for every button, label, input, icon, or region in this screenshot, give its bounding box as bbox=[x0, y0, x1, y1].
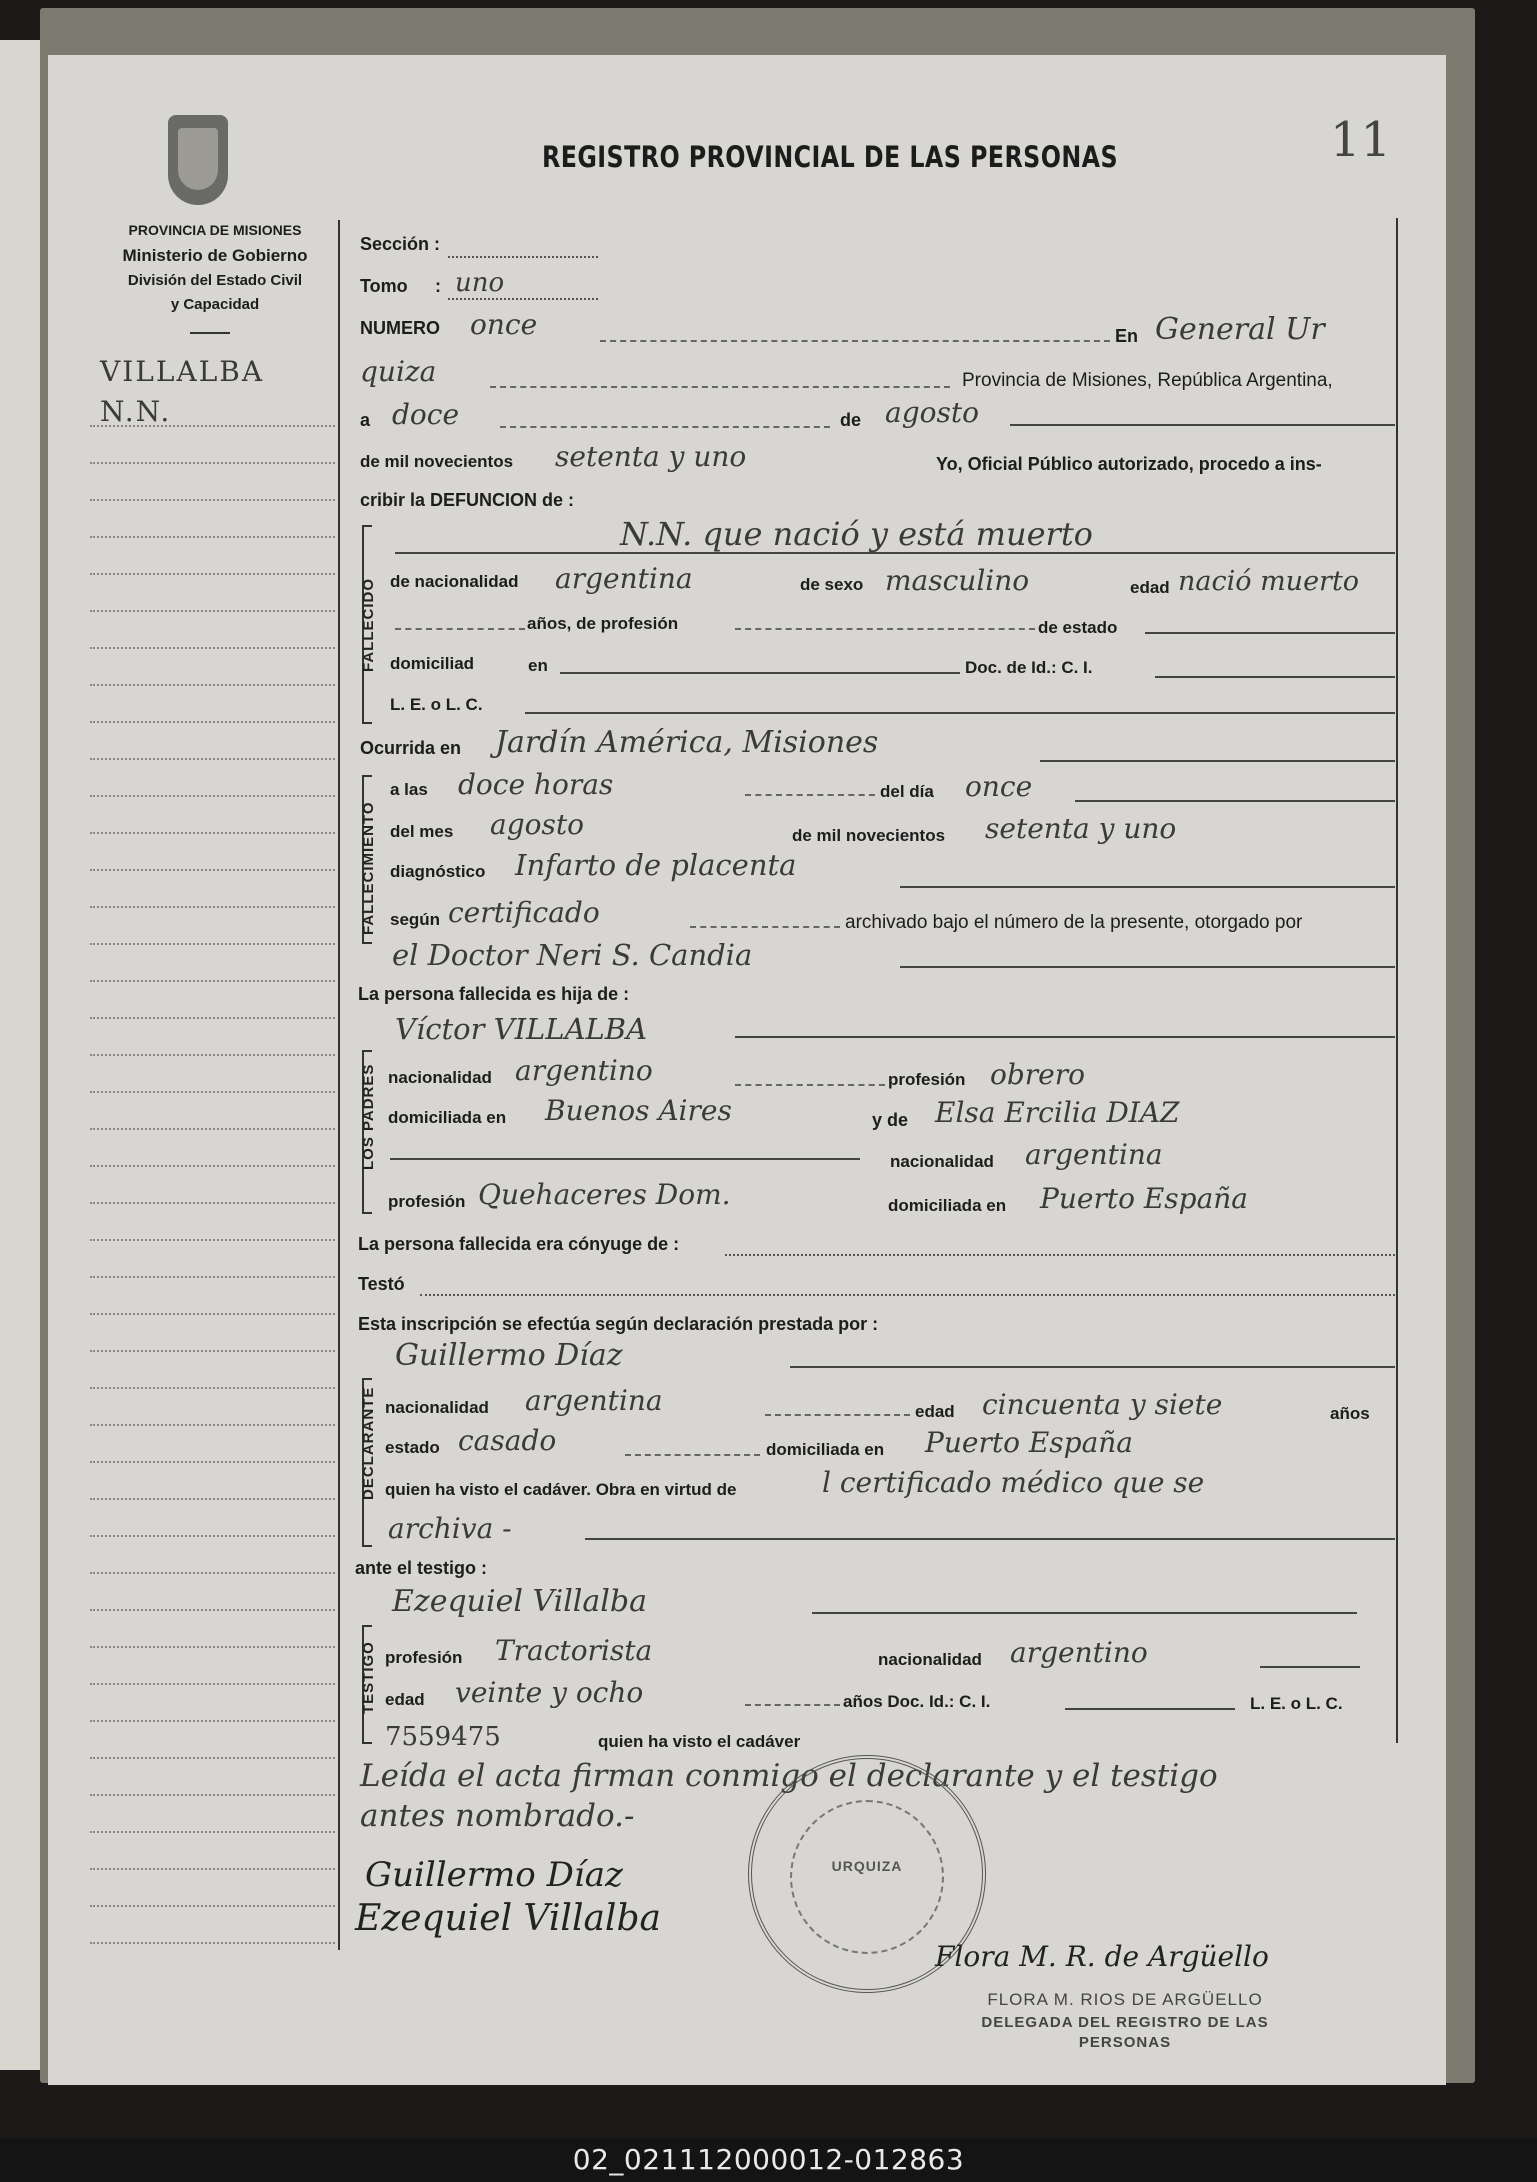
declarante-estado-rule bbox=[625, 1454, 760, 1456]
en-label: En bbox=[1115, 326, 1139, 346]
fallecido-nac-label: de nacionalidad bbox=[390, 572, 519, 591]
page-number: 11 bbox=[1330, 112, 1392, 168]
testigo-prof-label: profesión bbox=[385, 1648, 463, 1667]
cribir-text: cribir la DEFUNCION de : bbox=[360, 490, 575, 510]
declarante-nac-value: argentina bbox=[525, 1384, 663, 1417]
declarante-anios-label: años bbox=[1330, 1404, 1370, 1423]
padre-dom-value: Buenos Aires bbox=[545, 1094, 732, 1127]
testigo-edad-rule bbox=[745, 1704, 840, 1706]
padre-nac-label: nacionalidad bbox=[388, 1068, 492, 1087]
dia-rule bbox=[500, 426, 830, 428]
madre-name: Elsa Ercilia DIAZ bbox=[935, 1096, 1180, 1129]
declarante-obra2-value: archiva - bbox=[388, 1512, 512, 1545]
mes-rule bbox=[1010, 424, 1395, 426]
testigo-nac-label: nacionalidad bbox=[878, 1650, 982, 1669]
sexo-value: masculino bbox=[885, 564, 1030, 597]
place-a: General Ur bbox=[1155, 312, 1325, 347]
dia-value: doce bbox=[392, 398, 460, 431]
declarante-edad-value: cincuenta y siete bbox=[982, 1388, 1223, 1421]
ocurrida-rule bbox=[1040, 760, 1395, 762]
seccion-label: Sección : bbox=[360, 234, 441, 254]
declarante-dom-label: domiciliada en bbox=[766, 1440, 885, 1459]
signature-testigo: Ezequiel Villalba bbox=[355, 1898, 661, 1939]
testigo-name: Ezequiel Villalba bbox=[392, 1584, 647, 1619]
org-line-ministry: Ministerio de Gobierno bbox=[122, 246, 308, 265]
document-title: REGISTRO PROVINCIAL DE LAS PERSONAS bbox=[541, 140, 1119, 174]
edad-value: nació muerto bbox=[1178, 566, 1360, 597]
domicilio-rule bbox=[560, 672, 960, 674]
testigo-prof-value: Tractorista bbox=[495, 1634, 653, 1667]
le-rule bbox=[525, 712, 1395, 714]
fallecido-nac-value: argentina bbox=[555, 562, 693, 595]
closing-line-1: Leída el acta firman conmigo el declarante y el testigo bbox=[360, 1758, 1218, 1794]
en2-label: en bbox=[528, 656, 548, 675]
testigo-le-label: L. E. o L. C. bbox=[1250, 1694, 1343, 1713]
le-label: L. E. o L. C. bbox=[390, 695, 483, 714]
hija-label: La persona fallecida es hija de : bbox=[358, 984, 630, 1004]
hora-value: doce horas bbox=[458, 768, 614, 801]
diag-rule bbox=[900, 886, 1395, 888]
delmes-label: del mes bbox=[390, 822, 454, 841]
estado-label: de estado bbox=[1038, 618, 1118, 637]
testigo-edad-value: veinte y ocho bbox=[455, 1676, 644, 1709]
official-seal-inner bbox=[790, 1800, 944, 1954]
right-border bbox=[1396, 218, 1398, 1743]
conyuge-rule bbox=[725, 1254, 1395, 1256]
signature-official: Flora M. R. de Argüello bbox=[935, 1940, 1269, 1973]
seal-text: URQUIZA bbox=[831, 1858, 903, 1874]
testo-label: Testó bbox=[358, 1274, 405, 1294]
madre-dom-label: domiciliada en bbox=[888, 1196, 1007, 1215]
fallecido-label: FALLECIDO bbox=[360, 578, 377, 672]
edad-label: edad bbox=[1130, 578, 1170, 597]
testigo-edad-label: edad bbox=[385, 1690, 425, 1709]
madre-prof-value: Quehaceres Dom. bbox=[478, 1178, 731, 1211]
sexo-label: de sexo bbox=[800, 575, 864, 594]
tomo-label: Tomo bbox=[360, 276, 408, 296]
official-stamp-role: DELEGADA DEL REGISTRO DE LAS bbox=[981, 2014, 1269, 2031]
margin-name: N.N. bbox=[100, 395, 172, 428]
anios-rule bbox=[395, 628, 525, 630]
hora-rule bbox=[745, 794, 875, 796]
anio2-label: de mil novecientos bbox=[792, 826, 946, 845]
dia2-value: once bbox=[965, 770, 1033, 803]
segun-value: certificado bbox=[448, 896, 600, 929]
mes-value: agosto bbox=[885, 396, 979, 429]
fallecido-name: N.N. que nació y está muerto bbox=[620, 515, 1093, 553]
madre-nac-value: argentina bbox=[1025, 1138, 1163, 1171]
padre-dom-label: domiciliada en bbox=[388, 1108, 507, 1127]
archivado-text: archivado bajo el número de la presente, otorgado por bbox=[845, 912, 1303, 933]
declarante-obra-rule bbox=[585, 1538, 1395, 1540]
declarante-dom-value: Puerto España bbox=[925, 1426, 1133, 1459]
org-line-division: División del Estado Civil bbox=[127, 272, 303, 289]
declarante-obra-value: l certificado médico que se bbox=[822, 1466, 1205, 1499]
fallecimiento-label: FALLECIMIENTO bbox=[360, 801, 377, 935]
signature-declarante: Guillermo Díaz bbox=[365, 1855, 623, 1895]
doctor-rule bbox=[900, 966, 1395, 968]
tomo-rule bbox=[448, 298, 598, 300]
doctor-value: el Doctor Neri S. Candia bbox=[392, 938, 753, 972]
numero-label: NUMERO bbox=[360, 318, 440, 338]
numero-rule bbox=[600, 340, 1110, 342]
declarante-intro: Esta inscripción se efectúa según declaración prestada por : bbox=[358, 1314, 879, 1334]
declarante-label: DECLARANTE bbox=[360, 1386, 377, 1500]
doc-label: Doc. de Id.: C. I. bbox=[965, 658, 1093, 677]
alas-label: a las bbox=[390, 780, 428, 799]
testigo-doc-num: 7559475 bbox=[385, 1722, 501, 1752]
margin-divider bbox=[338, 220, 340, 1950]
padre-rule bbox=[735, 1036, 1395, 1038]
segun-label: según bbox=[390, 910, 441, 929]
mes2-value: agosto bbox=[490, 808, 584, 841]
oficial-text: Yo, Oficial Público autorizado, procedo a ins- bbox=[936, 454, 1322, 474]
image-caption: 02_021112000012-012863 bbox=[572, 2143, 965, 2176]
ocurrida-label: Ocurrida en bbox=[360, 738, 462, 758]
anio-label: de mil novecientos bbox=[360, 452, 514, 471]
declarante-nac-rule bbox=[765, 1414, 910, 1416]
estado-rule bbox=[1145, 632, 1395, 634]
declarante-rule bbox=[790, 1366, 1395, 1368]
official-stamp-role-2: PERSONAS bbox=[1078, 2034, 1172, 2051]
yde-label: y de bbox=[872, 1110, 909, 1130]
testigo-doc-label: años Doc. Id.: C. I. bbox=[843, 1692, 991, 1711]
madre-nac-label: nacionalidad bbox=[890, 1152, 994, 1171]
testigo-nac-value: argentino bbox=[1010, 1636, 1148, 1669]
testigo-visto-text: quien ha visto el cadáver bbox=[598, 1732, 801, 1751]
diag-value: Infarto de placenta bbox=[515, 848, 797, 882]
anios-label: años, de profesión bbox=[527, 614, 679, 633]
declarante-estado-value: casado bbox=[458, 1424, 557, 1457]
coat-of-arms-inner bbox=[178, 128, 218, 190]
org-line-capacity: y Capacidad bbox=[170, 296, 260, 313]
declarante-nac-label: nacionalidad bbox=[385, 1398, 489, 1417]
declarante-name: Guillermo Díaz bbox=[395, 1338, 623, 1373]
conyuge-label: La persona fallecida era cónyuge de : bbox=[358, 1234, 680, 1254]
padre-name: Víctor VILLALBA bbox=[395, 1012, 648, 1046]
org-divider bbox=[190, 332, 230, 334]
padre-nac-rule bbox=[735, 1084, 885, 1086]
madre-rule bbox=[390, 1158, 860, 1160]
padre-prof-label: profesión bbox=[888, 1070, 966, 1089]
seccion-rule bbox=[448, 256, 598, 258]
testigo-name-rule bbox=[812, 1612, 1357, 1614]
deldia-label: del día bbox=[880, 782, 934, 801]
testigo-intro: ante el testigo : bbox=[355, 1558, 488, 1578]
tomo-colon: : bbox=[435, 276, 441, 296]
declarante-estado-label: estado bbox=[385, 1438, 440, 1457]
padre-prof-value: obrero bbox=[990, 1058, 1085, 1091]
testigo-doc-rule bbox=[1065, 1708, 1235, 1710]
madre-dom-value: Puerto España bbox=[1040, 1182, 1248, 1215]
domiciliad-label: domiciliad bbox=[390, 654, 475, 673]
tomo-value: uno bbox=[455, 268, 505, 298]
declarante-edad-label: edad bbox=[915, 1402, 955, 1421]
segun-rule bbox=[690, 926, 840, 928]
numero-value: once bbox=[470, 308, 538, 341]
a-label: a bbox=[360, 410, 371, 430]
declarante-visto-text: quien ha visto el cadáver. Obra en virtud de bbox=[385, 1480, 737, 1499]
profesion-rule bbox=[735, 628, 1035, 630]
madre-prof-label: profesión bbox=[388, 1192, 466, 1211]
testigo-label: TESTIGO bbox=[360, 1641, 377, 1714]
provincia-text: Provincia de Misiones, República Argentina, bbox=[962, 370, 1333, 391]
anio2-value: setenta y uno bbox=[985, 812, 1177, 845]
ocurrida-value: Jardín América, Misiones bbox=[495, 725, 879, 760]
padres-label: LOS PADRES bbox=[360, 1063, 377, 1170]
testo-rule bbox=[420, 1294, 1395, 1296]
doc-rule bbox=[1155, 676, 1395, 678]
de-label: de bbox=[840, 410, 862, 430]
official-stamp-name: FLORA M. RIOS DE ARGÜELLO bbox=[987, 1990, 1263, 2009]
closing-line-2: antes nombrado.- bbox=[360, 1798, 635, 1834]
margin-surname: VILLALBA bbox=[100, 355, 265, 388]
padre-nac-value: argentino bbox=[515, 1054, 653, 1087]
anio-value: setenta y uno bbox=[555, 440, 747, 473]
diag-label: diagnóstico bbox=[390, 862, 486, 881]
org-line-province: PROVINCIA DE MISIONES bbox=[128, 222, 302, 238]
place-rule bbox=[490, 386, 950, 388]
place-b: quiza bbox=[360, 355, 437, 388]
testigo-nac-rule bbox=[1260, 1666, 1360, 1668]
dia2-rule bbox=[1075, 800, 1395, 802]
